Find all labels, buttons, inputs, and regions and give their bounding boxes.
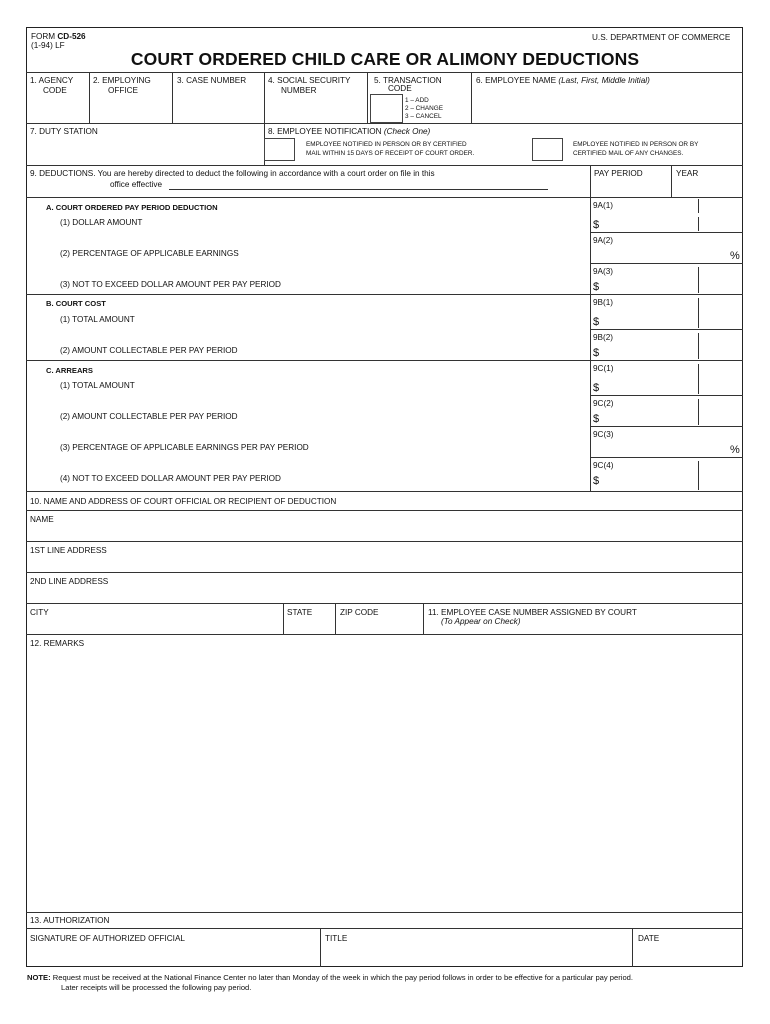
code-9c2: 9C(2) xyxy=(593,399,614,408)
signature-field[interactable]: SIGNATURE OF AUTHORIZED OFFICIAL xyxy=(30,934,185,943)
year-label: YEAR xyxy=(676,169,699,178)
percent-sign: % xyxy=(730,250,740,262)
percent-sign: % xyxy=(730,444,740,456)
code-cancel: 3 – CANCEL xyxy=(405,113,442,120)
tick-mark xyxy=(698,399,699,425)
divider xyxy=(335,603,336,634)
deductions-intro: 9. DEDUCTIONS. You are hereby directed to deduct the following in accordance with a court order on file in this xyxy=(30,169,435,178)
divider xyxy=(26,603,743,604)
code-9b1: 9B(1) xyxy=(593,298,614,307)
ssn-label: 4. SOCIAL SECURITY xyxy=(268,76,351,85)
code-9a2: 9A(2) xyxy=(593,236,614,245)
divider xyxy=(632,928,633,967)
duty-station-label: 7. DUTY STATION xyxy=(30,127,98,136)
employee-name-label: 6. EMPLOYEE NAME (Last, First, Middle Initial) xyxy=(476,76,650,85)
divider xyxy=(283,603,284,634)
c4-label: (4) NOT TO EXCEED DOLLAR AMOUNT PER PAY PERIOD xyxy=(60,474,281,483)
tick-mark xyxy=(698,298,699,328)
section-a-heading: A. COURT ORDERED PAY PERIOD DEDUCTION xyxy=(46,203,218,212)
court-case-number-field[interactable]: 11. EMPLOYEE CASE NUMBER ASSIGNED BY COURT xyxy=(428,608,637,617)
city-field[interactable]: CITY xyxy=(30,608,49,617)
court-case-number-hint: (To Appear on Check) xyxy=(441,617,521,626)
divider xyxy=(367,72,368,123)
dollar-sign: $ xyxy=(593,316,600,328)
transaction-code-label: 5. TRANSACTION xyxy=(374,76,442,85)
effective-date-label: office effective xyxy=(110,180,163,189)
code-add: 1 – ADD xyxy=(405,97,429,104)
divider xyxy=(471,72,472,123)
notification-label: 8. EMPLOYEE NOTIFICATION (Check One) xyxy=(268,127,431,136)
divider xyxy=(89,72,90,123)
divider xyxy=(26,360,743,361)
a3-label: (3) NOT TO EXCEED DOLLAR AMOUNT PER PAY PERIOD xyxy=(60,280,281,289)
department-name: U.S. DEPARTMENT OF COMMERCE xyxy=(592,33,731,42)
zip-code-field[interactable]: ZIP CODE xyxy=(340,608,379,617)
employing-office-label-2: OFFICE xyxy=(108,86,139,95)
code-9a3: 9A(3) xyxy=(593,267,614,276)
code-9c3: 9C(3) xyxy=(593,430,614,439)
footer-note: NOTE: Request must be received at the National Finance Center no later than Monday of the week in which the pay period follows in order to be effective for a particular pay period. xyxy=(27,973,634,982)
agency-code-label-2: CODE xyxy=(43,86,67,95)
case-number-label: 3. CASE NUMBER xyxy=(177,76,247,85)
divider xyxy=(26,634,743,635)
a2-label: (2) PERCENTAGE OF APPLICABLE EARNINGS xyxy=(60,249,239,258)
divider xyxy=(590,263,743,264)
employing-office-label: 2. EMPLOYING xyxy=(93,76,151,85)
page-title: COURT ORDERED CHILD CARE OR ALIMONY DEDUCTIONS xyxy=(130,49,640,69)
section-c-heading: C. ARREARS xyxy=(46,366,93,375)
b2-label: (2) AMOUNT COLLECTABLE PER PAY PERIOD xyxy=(60,346,238,355)
title-field[interactable]: TITLE xyxy=(325,934,348,943)
notification-option-1-line2: MAIL WITHIN 15 DAYS OF RECEIPT OF COURT ORDER. xyxy=(306,150,475,157)
code-9b2: 9B(2) xyxy=(593,333,614,342)
tick-mark xyxy=(698,461,699,490)
divider xyxy=(671,165,672,197)
divider xyxy=(26,123,743,124)
notification-option-2: EMPLOYEE NOTIFIED IN PERSON OR BY xyxy=(573,141,699,148)
divider xyxy=(590,457,743,458)
authorization-heading: 13. AUTHORIZATION xyxy=(30,916,110,925)
agency-code-label: 1. AGENCY xyxy=(30,76,74,85)
remarks-field[interactable]: 12. REMARKS xyxy=(30,639,85,648)
divider xyxy=(26,572,743,573)
notification-checkbox-1[interactable] xyxy=(264,138,295,161)
transaction-code-input[interactable] xyxy=(370,94,403,123)
dollar-sign: $ xyxy=(593,219,600,231)
dollar-sign: $ xyxy=(593,281,600,293)
tick-mark xyxy=(698,364,699,394)
address-line-1-field[interactable]: 1ST LINE ADDRESS xyxy=(30,546,107,555)
divider xyxy=(320,928,321,967)
notification-option-1: EMPLOYEE NOTIFIED IN PERSON OR BY CERTIFIED xyxy=(306,141,467,148)
footer-note-line2: Later receipts will be processed the following pay period. xyxy=(61,983,252,992)
tick-mark xyxy=(698,199,699,213)
code-9c1: 9C(1) xyxy=(593,364,614,373)
divider xyxy=(26,294,743,295)
a1-label: (1) DOLLAR AMOUNT xyxy=(60,218,143,227)
pay-period-label: PAY PERIOD xyxy=(594,169,643,178)
dollar-sign: $ xyxy=(593,475,600,487)
divider xyxy=(590,165,591,491)
divider xyxy=(423,603,424,634)
tick-mark xyxy=(698,333,699,359)
c1-label: (1) TOTAL AMOUNT xyxy=(60,381,135,390)
dollar-sign: $ xyxy=(593,347,600,359)
c3-label: (3) PERCENTAGE OF APPLICABLE EARNINGS PER PAY PERIOD xyxy=(60,443,309,452)
divider xyxy=(26,491,743,492)
divider xyxy=(26,165,743,166)
c2-label: (2) AMOUNT COLLECTABLE PER PAY PERIOD xyxy=(60,412,238,421)
divider xyxy=(590,232,743,233)
transaction-code-label-2: CODE xyxy=(388,84,412,93)
dollar-sign: $ xyxy=(593,382,600,394)
code-9a1: 9A(1) xyxy=(593,201,614,210)
b1-label: (1) TOTAL AMOUNT xyxy=(60,315,135,324)
divider xyxy=(590,329,743,330)
tick-mark xyxy=(698,267,699,293)
notification-checkbox-2[interactable] xyxy=(532,138,563,161)
section-b-heading: B. COURT COST xyxy=(46,299,106,308)
name-field[interactable]: NAME xyxy=(30,515,54,524)
divider xyxy=(26,197,743,198)
code-9c4: 9C(4) xyxy=(593,461,614,470)
ssn-label-2: NUMBER xyxy=(281,86,317,95)
divider xyxy=(590,426,743,427)
state-field[interactable]: STATE xyxy=(287,608,313,617)
divider xyxy=(26,928,743,929)
form-number-label: FORM CD-526 xyxy=(31,32,86,41)
effective-date-line[interactable] xyxy=(169,189,548,190)
date-field[interactable]: DATE xyxy=(638,934,660,943)
tick-mark xyxy=(698,217,699,231)
dollar-sign: $ xyxy=(593,413,600,425)
form-date: (1-94) LF xyxy=(31,41,65,50)
notification-option-2-line2: CERTIFIED MAIL OF ANY CHANGES. xyxy=(573,150,684,157)
divider xyxy=(590,395,743,396)
code-change: 2 – CHANGE xyxy=(405,105,444,112)
divider xyxy=(172,72,173,123)
divider xyxy=(26,72,743,73)
divider xyxy=(26,912,743,913)
address-line-2-field[interactable]: 2ND LINE ADDRESS xyxy=(30,577,109,586)
divider xyxy=(26,510,743,511)
recipient-heading: 10. NAME AND ADDRESS OF COURT OFFICIAL OR RECIPIENT OF DEDUCTION xyxy=(30,497,337,506)
divider xyxy=(26,541,743,542)
